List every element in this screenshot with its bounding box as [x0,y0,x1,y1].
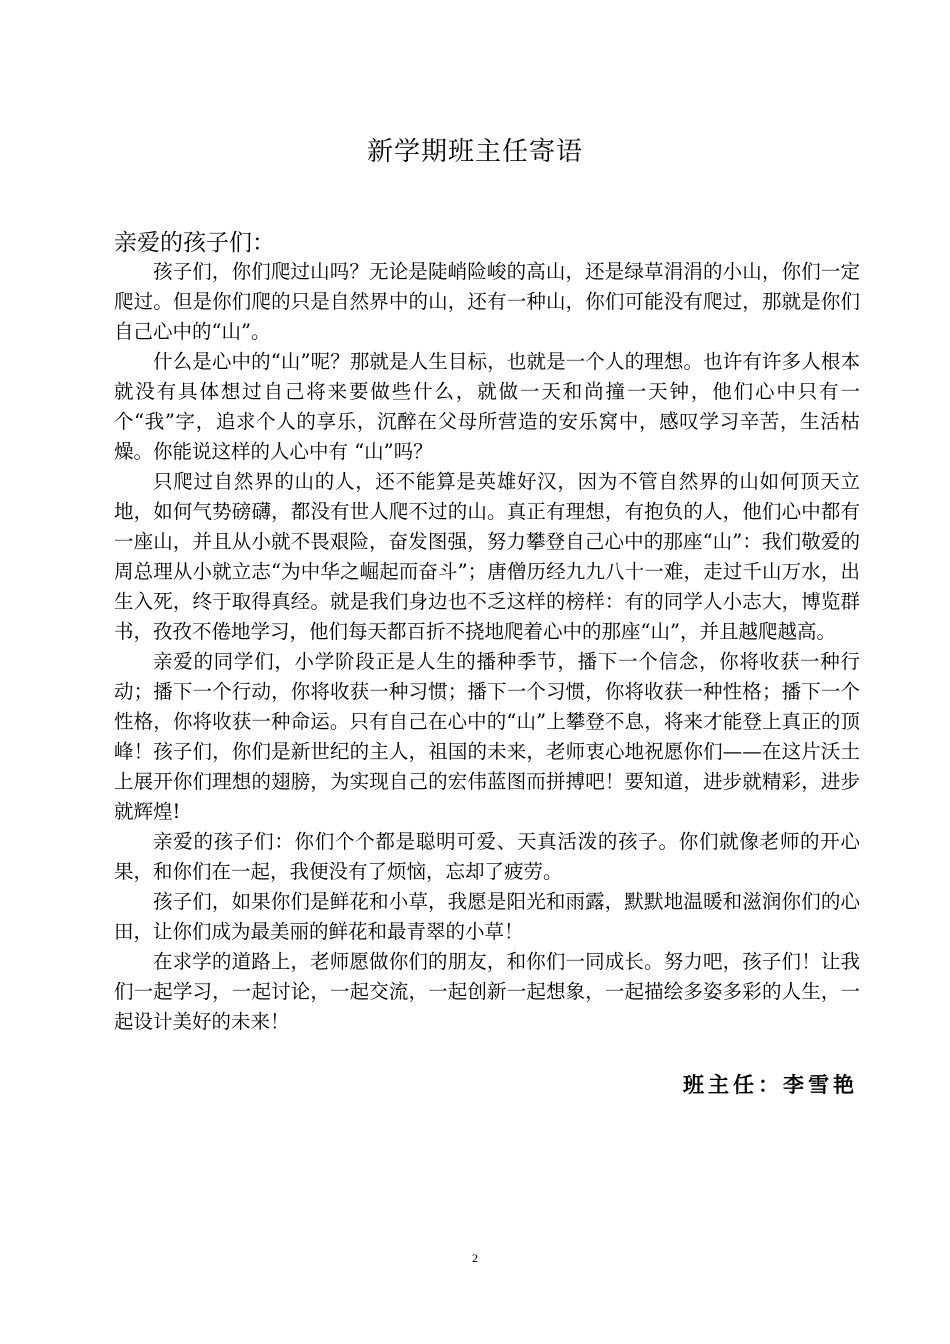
paragraph-1: 孩子们，你们爬过山吗？无论是陡峭险峻的高山，还是绿草涓涓的小山，你们一定爬过。但是你们爬的只是自然界中的山，还有一种山，你们可能没有爬过，那就是你们自己心中的“山”。 [114,260,860,343]
salutation: 亲爱的孩子们： [114,230,275,256]
paragraph-5: 亲爱的孩子们：你们个个都是聪明可爱、天真活泼的孩子。你们就像老师的开心果，和你们在一起，我便没有了烦恼，忘却了疲劳。 [114,830,860,883]
paragraph-6: 孩子们，如果你们是鲜花和小草，我愿是阳光和雨露，默默地温暖和滋润你们的心田，让你们成为最美丽的鲜花和最青翠的小草！ [114,890,860,943]
paragraph-3: 只爬过自然界的山的人，还不能算是英雄好汉，因为不管自然界的山如何顶天立地，如何气势磅礴，都没有世人爬不过的山。真正有理想，有抱负的人，他们心中都有一座山，并且从小就不畏艰险，奋发图强，努力攀登自己心中的那座“山”：我们敬爱的周总理从小就立志“为中华之崛起而奋斗”；唐僧历经九九八十一难，走过千山万水，出生入死，终于取得真经。就是我们身边也不乏这样的榜样：有的同学人小志大，博览群书，孜孜不倦地学习，他们每天都百折不挠地爬着心中的那座“山”，并且越爬越高。 [114,470,860,643]
paragraph-7: 在求学的道路上，老师愿做你们的朋友，和你们一同成长。努力吧，孩子们！让我们一起学习，一起讨论，一起交流，一起创新一起想象，一起描绘多姿多彩的人生，一起设计美好的未来！ [114,950,860,1033]
signature: 班主任：李雪艳 [683,1073,858,1097]
page-number: 2 [472,1251,478,1265]
paragraph-4: 亲爱的同学们，小学阶段正是人生的播种季节，播下一个信念，你将收获一种行动；播下一个行动，你将收获一种习惯；播下一个习惯，你将收获一种性格；播下一个性格，你将收获一种命运。只有自己在心中的“山”上攀登不息，将来才能登上真正的顶峰！孩子们，你们是新世纪的主人，祖国的未来，老师衷心地祝愿你们——在这片沃土上展开你们理想的翅膀，为实现自己的宏伟蓝图而拼搏吧！要知道，进步就精彩，进步就辉煌! [114,650,860,823]
paragraph-2: 什么是心中的“山”呢？那就是人生目标，也就是一个人的理想。也许有许多人根本就没有具体想过自己将来要做些什么，就做一天和尚撞一天钟，他们心中只有一个“我”字，追求个人的享乐，沉醉在父母所营造的安乐窝中，感叹学习辛苦，生活枯燥。你能说这样的人心中有 “山”吗？ [114,350,860,463]
letter-body [114,257,860,1037]
page-title: 新学期班主任寄语 [366,137,583,167]
